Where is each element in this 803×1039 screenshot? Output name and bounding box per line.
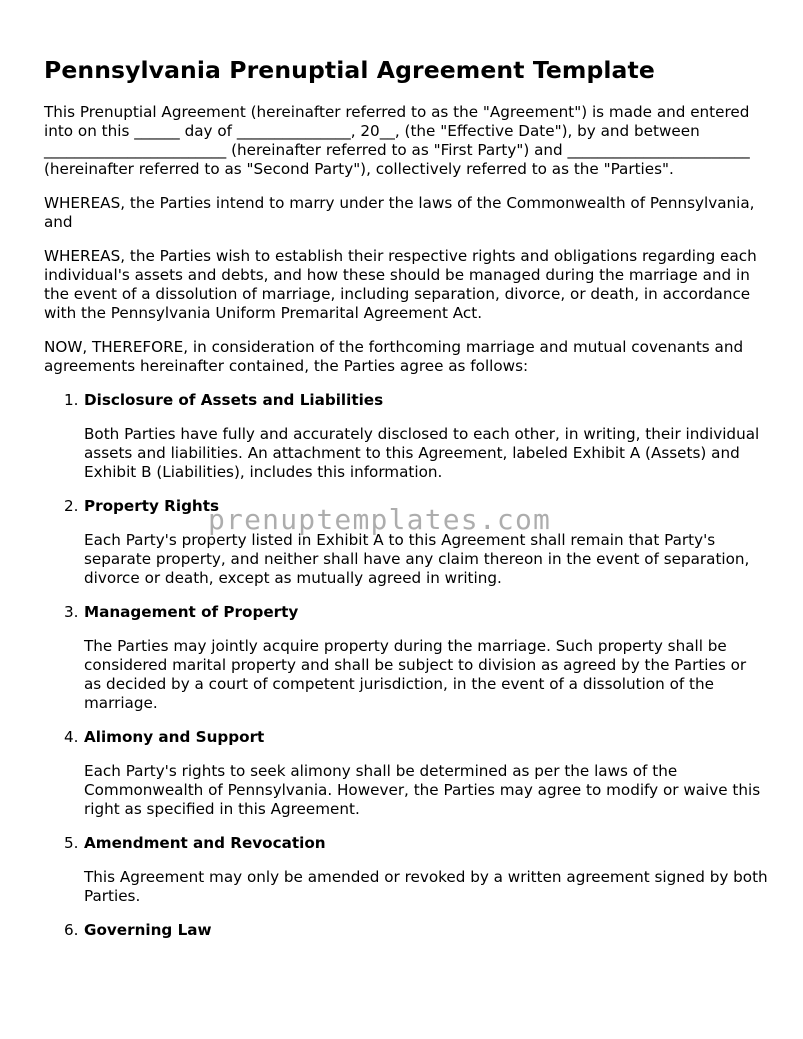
whereas-paragraph-2: WHEREAS, the Parties wish to establish their respective rights and obligations regarding each individual's assets and debts, and how these should be managed during the marriage and in the event of a dissolution of marriage, including separation, divorce, or death, in accordance with the Pennsylvania Uniform Premarital Agreement Act.	[44, 247, 757, 322]
section-body: Each Party's rights to seek alimony shall be determined as per the laws of the Commonwealth of Pennsylvania. However, the Parties may agree to modify or waive this right as specified in this Agreement.	[84, 762, 761, 818]
section-item	[44, 834, 768, 906]
document-page	[44, 0, 768, 940]
section-body: Each Party's property listed in Exhibit A to this Agreement shall remain that Party's separate property, and neither shall have any claim thereon in the event of separation, divorce or death, except as mutually agreed in writing.	[84, 531, 750, 587]
intro-paragraph: This Prenuptial Agreement (hereinafter referred to as the "Agreement") is made and entered into on this ______ day of _______________, 20__, (the "Effective Date"), by and between ________________________ (hereinafter referred to as "First Party") and ________________________ (hereinafter referred to as "Second Party"), collectively referred to as the "Parties".	[44, 103, 750, 178]
section-heading: Disclosure of Assets and Liabilities	[84, 391, 384, 409]
section-item	[44, 391, 768, 482]
section-heading: Property Rights	[84, 497, 220, 515]
section-number: 3.	[64, 603, 79, 621]
section-item	[44, 728, 768, 819]
section-number: 4.	[64, 728, 79, 746]
section-heading: Management of Property	[84, 603, 299, 621]
section-number: 6.	[64, 921, 79, 939]
sections-list	[44, 391, 768, 940]
document-title: Pennsylvania Prenuptial Agreement Template	[44, 56, 655, 84]
watermark-text: prenuptemplates.com	[208, 503, 552, 536]
section-heading: Alimony and Support	[84, 728, 265, 746]
section-heading: Governing Law	[84, 921, 212, 939]
whereas-paragraph-1: WHEREAS, the Parties intend to marry under the laws of the Commonwealth of Pennsylvania, and	[44, 194, 755, 231]
section-body: This Agreement may only be amended or revoked by a written agreement signed by both Parties.	[84, 868, 768, 905]
section-item	[44, 921, 768, 940]
section-body: Both Parties have fully and accurately disclosed to each other, in writing, their individual assets and liabilities. An attachment to this Agreement, labeled Exhibit A (Assets) and Exhibit B (Liabilities), includes this information.	[84, 425, 760, 481]
section-item	[44, 603, 768, 713]
now-therefore-paragraph: NOW, THEREFORE, in consideration of the forthcoming marriage and mutual covenants and agreements hereinafter contained, the Parties agree as follows:	[44, 338, 744, 375]
section-body: The Parties may jointly acquire property during the marriage. Such property shall be considered marital property and shall be subject to division as agreed by the Parties or as decided by a court of competent jurisdiction, in the event of a dissolution of the marriage.	[84, 637, 747, 712]
section-number: 5.	[64, 834, 79, 852]
section-heading: Amendment and Revocation	[84, 834, 326, 852]
section-number: 1.	[64, 391, 79, 409]
section-number: 2.	[64, 497, 79, 515]
